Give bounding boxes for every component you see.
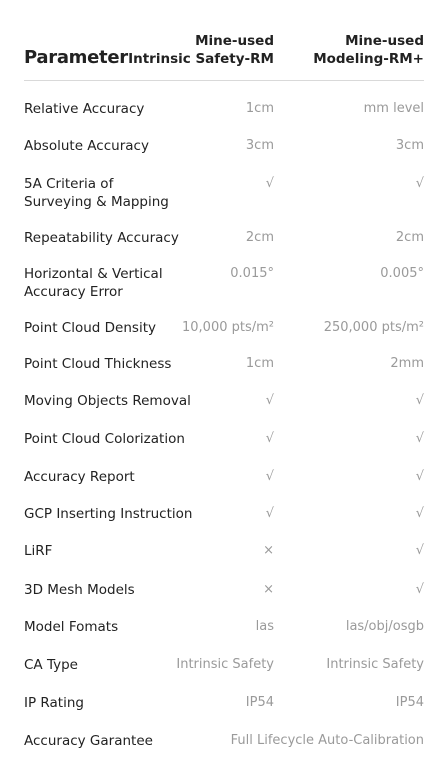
value-modeling-rm-plus: 0.005° bbox=[380, 266, 424, 281]
value-modeling-rm-plus: √ bbox=[415, 543, 424, 558]
row-label: LiRF bbox=[24, 543, 53, 559]
value-modeling-rm-plus: √ bbox=[415, 176, 424, 191]
value-modeling-rm-plus: 2cm bbox=[395, 230, 424, 245]
row-label: Absolute Accuracy bbox=[24, 138, 149, 154]
column-heading-intrinsic-safety-rm bbox=[128, 32, 274, 68]
value-modeling-rm-plus: √ bbox=[415, 582, 424, 597]
row-label: IP Rating bbox=[24, 695, 84, 711]
row-label: Moving Objects Removal bbox=[24, 393, 191, 409]
row-label: Point Cloud Colorization bbox=[24, 431, 185, 447]
value-intrinsic-safety-rm: 2cm bbox=[245, 230, 274, 245]
row-label: Accuracy Garantee bbox=[24, 733, 153, 749]
column-heading-modeling-rm-plus bbox=[313, 32, 424, 68]
row-label: Model Fomats bbox=[24, 619, 119, 635]
column-heading-line: Modeling-RM+ bbox=[313, 51, 424, 67]
value-shared-both-models: Full Lifecycle Auto-Calibration bbox=[230, 733, 424, 748]
table-header bbox=[24, 30, 424, 74]
row-label: Relative Accuracy bbox=[24, 101, 145, 117]
parameter-heading: Parameter bbox=[24, 47, 128, 68]
value-modeling-rm-plus: mm level bbox=[363, 101, 424, 116]
row-label: GCP Inserting Instruction bbox=[24, 506, 193, 522]
row-label: 5A Criteria of Surveying & Mapping bbox=[24, 176, 169, 210]
value-modeling-rm-plus: 3cm bbox=[395, 138, 424, 153]
value-intrinsic-safety-rm: 0.015° bbox=[230, 266, 274, 281]
value-intrinsic-safety-rm: IP54 bbox=[245, 695, 274, 710]
column-heading-line: Mine-used bbox=[195, 33, 274, 49]
value-intrinsic-safety-rm: las bbox=[255, 619, 274, 634]
row-label: Accuracy Report bbox=[24, 469, 135, 485]
value-modeling-rm-plus: Intrinsic Safety bbox=[326, 657, 424, 672]
value-intrinsic-safety-rm: √ bbox=[265, 176, 274, 191]
value-modeling-rm-plus: √ bbox=[415, 393, 424, 408]
column-heading-line: Mine-used bbox=[345, 33, 424, 49]
value-intrinsic-safety-rm: × bbox=[263, 543, 274, 558]
column-heading-line: Intrinsic Safety-RM bbox=[128, 51, 274, 67]
value-intrinsic-safety-rm: Intrinsic Safety bbox=[176, 657, 274, 672]
value-intrinsic-safety-rm: × bbox=[263, 582, 274, 597]
value-intrinsic-safety-rm: 3cm bbox=[245, 138, 274, 153]
row-label: Horizontal & Vertical Accuracy Error bbox=[24, 266, 163, 300]
value-modeling-rm-plus: √ bbox=[415, 431, 424, 446]
value-modeling-rm-plus: 250,000 pts/m² bbox=[323, 320, 424, 335]
value-modeling-rm-plus: 2mm bbox=[390, 356, 424, 371]
row-label: Repeatability Accuracy bbox=[24, 230, 179, 246]
value-modeling-rm-plus: √ bbox=[415, 469, 424, 484]
row-label: 3D Mesh Models bbox=[24, 582, 135, 598]
value-intrinsic-safety-rm: 10,000 pts/m² bbox=[182, 320, 274, 335]
value-intrinsic-safety-rm: √ bbox=[265, 469, 274, 484]
header-divider bbox=[24, 80, 424, 81]
value-modeling-rm-plus: las/obj/osgb bbox=[345, 619, 424, 634]
row-label: Point Cloud Thickness bbox=[24, 356, 172, 372]
row-label: Point Cloud Density bbox=[24, 320, 156, 336]
value-intrinsic-safety-rm: 1cm bbox=[245, 356, 274, 371]
value-intrinsic-safety-rm: √ bbox=[265, 431, 274, 446]
value-intrinsic-safety-rm: √ bbox=[265, 393, 274, 408]
value-modeling-rm-plus: √ bbox=[415, 506, 424, 521]
value-intrinsic-safety-rm: 1cm bbox=[245, 101, 274, 116]
value-intrinsic-safety-rm: √ bbox=[265, 506, 274, 521]
value-modeling-rm-plus: IP54 bbox=[395, 695, 424, 710]
row-label: CA Type bbox=[24, 657, 78, 673]
